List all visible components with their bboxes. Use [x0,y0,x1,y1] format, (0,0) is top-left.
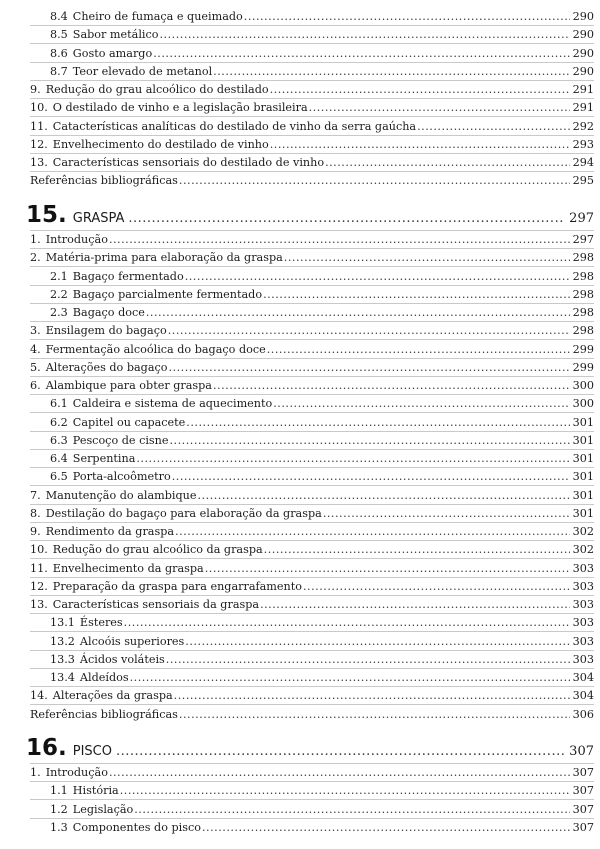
leader-dots [116,744,565,759]
entry-title: Introdução [45,766,108,779]
toc-entry [30,83,594,96]
divider [30,613,594,614]
divider [30,135,594,136]
entry-number: 6.3 [50,433,68,447]
toc-entry [30,10,594,23]
divider [30,818,594,819]
leader-dots [270,83,570,96]
entry-number: 13.3 [50,652,75,666]
entry-number: 10. [30,101,48,115]
divider [30,558,594,559]
leader-dots [174,689,570,702]
divider [30,25,594,26]
page-number: 306 [572,707,594,721]
page-number: 303 [572,616,594,630]
entry-title: Destilação do bagaço para elaboração da graspa [45,506,322,520]
entry-number: 6.1 [50,397,68,411]
entry-title: Características sensoriais do destilado de vinho [52,156,325,169]
entry-title: Legislação [72,802,134,816]
leader-dots [213,65,569,78]
toc-entry [30,288,594,301]
toc-entry [30,120,594,133]
leader-dots [159,28,569,41]
toc-entry [30,653,594,666]
entry-title: Sabor metálico [72,28,159,42]
leader-dots [134,803,569,816]
divider [30,116,594,117]
page-number: 303 [572,652,594,666]
entry-title: Ensilagem do bagaço [45,324,167,338]
entry-number: 8.4 [50,10,68,23]
entry-number: 1. [30,233,41,246]
divider [30,98,594,99]
entry-title: Fermentação alcoólica do bagaço doce [45,342,266,356]
toc-entry [30,616,594,629]
page-number: 294 [572,156,594,169]
leader-dots [124,616,570,629]
entry-number: 8. [30,506,41,520]
divider [30,631,594,632]
divider [30,376,594,377]
leader-dots [128,211,565,226]
leader-dots [284,251,570,264]
toc-entry [30,489,594,502]
toc-entry [30,708,594,721]
toc-entry [30,507,594,520]
page-number: 301 [572,415,594,429]
leader-dots [202,821,570,834]
entry-number: 10. [30,543,48,557]
page-number: 303 [572,579,594,593]
entry-title: Referências bibliográficas [30,174,178,188]
entry-title: Cheiro de fumaça e queimado [72,10,243,23]
divider [30,595,594,596]
divider [30,522,594,523]
leader-dots [260,598,570,611]
divider [30,412,594,413]
chapter-heading [26,736,594,760]
divider [30,504,594,505]
chapter-number: 15. [26,202,67,228]
divider [30,449,594,450]
divider [30,763,594,764]
entry-number: 13. [30,156,48,169]
toc-entry [30,379,594,392]
divider [30,248,594,249]
toc-entry [30,562,594,575]
leader-dots [273,397,569,410]
page-number: 290 [572,46,594,60]
leader-dots [109,766,570,779]
entry-number: 8.5 [50,28,68,42]
leader-dots [136,452,569,465]
page-number: 307 [572,784,594,798]
divider [30,303,594,304]
leader-dots [244,10,570,23]
chapter-heading [26,203,594,227]
toc-entry [30,543,594,556]
divider [30,62,594,63]
page-number: 298 [572,251,594,265]
entry-number: 7. [30,488,41,502]
toc-entry [30,470,594,483]
entry-number: 8.6 [50,46,68,60]
divider [30,686,594,687]
divider [30,266,594,267]
page-number: 304 [572,671,594,684]
leader-dots [153,47,569,60]
entry-number: 6. [30,379,41,392]
divider [30,668,594,669]
entry-title: Alterações da graspa [52,689,173,703]
divider [30,650,594,651]
page-number: 301 [572,506,594,520]
entry-number: 12. [30,137,48,151]
divider [30,321,594,322]
entry-title: Alcoóis superiores [79,634,185,648]
chapter-number: 16. [26,735,67,761]
entry-number: 11. [30,119,48,133]
entry-title: Ésteres [79,616,123,630]
entry-title: Rendimento da graspa [45,525,175,538]
entry-number: 9. [30,83,41,96]
page-number: 307 [572,766,594,779]
entry-number: 2. [30,251,41,265]
toc-entry [30,766,594,779]
entry-title: Redução do grau alcoólico do destilado [45,83,269,96]
page-number: 295 [572,174,594,188]
leader-dots [179,174,570,187]
leader-dots [185,635,569,648]
leader-dots [146,306,570,319]
toc-entry [30,416,594,429]
divider [30,540,594,541]
page-number: 304 [572,689,594,703]
page-number: 303 [572,598,594,611]
page-number: 300 [572,379,594,392]
toc-entry [30,251,594,264]
entry-title: Manutenção do alambique [45,488,197,502]
toc-entry [30,434,594,447]
entry-number: 2.1 [50,269,68,283]
page-number: 307 [572,820,594,834]
entry-number: 13.2 [50,634,75,648]
divider [30,467,594,468]
leader-dots [166,653,570,666]
entry-number: 1.3 [50,820,68,834]
divider [30,339,594,340]
toc-entry [30,174,594,187]
toc-entry [30,233,594,246]
leader-dots [263,288,570,301]
entry-number: 5. [30,360,41,374]
leader-dots [303,580,570,593]
entry-number: 2.3 [50,306,68,319]
entry-number: 9. [30,525,41,538]
leader-dots [325,156,570,169]
entry-title: Alambique para obter graspa [45,379,212,392]
divider [30,43,594,44]
leader-dots [186,416,569,429]
entry-title: Redução do grau alcoólico da graspa [52,543,263,557]
entry-title: Serpentina [72,452,136,465]
entry-number: 11. [30,561,48,575]
toc-entry [30,28,594,41]
page-number: 301 [572,470,594,484]
page-number: 298 [572,306,594,319]
entry-number: 2.2 [50,287,68,301]
toc-entry [30,270,594,283]
toc-entry [30,47,594,60]
leader-dots [417,120,570,133]
page-number: 291 [572,83,594,96]
entry-title: História [72,784,119,798]
page-number: 292 [572,119,594,133]
entry-number: 1. [30,766,41,779]
toc-entry [30,580,594,593]
chapter-title: PISCO [72,744,112,759]
entry-number: 6.2 [50,415,68,429]
toc-entry [30,397,594,410]
toc-entry [30,635,594,648]
toc-entry [30,306,594,319]
leader-dots [197,489,569,502]
divider [30,704,594,705]
entry-title: Gosto amargo [72,46,153,60]
toc-entry [30,803,594,816]
entry-title: Referências bibliográficas [30,707,178,721]
page-number: 298 [572,287,594,301]
chapter-title: GRASPA [72,211,125,226]
entry-title: Envelhecimento da graspa [52,561,204,575]
leader-dots [267,343,570,356]
divider [30,485,594,486]
leader-dots [205,562,570,575]
entry-number: 6.5 [50,470,68,484]
toc-entry [30,689,594,702]
entry-number: 13.1 [50,616,75,630]
toc-entry [30,671,594,684]
entry-title: Características sensoriais da graspa [52,598,260,611]
page-number: 290 [572,64,594,78]
page-number: 302 [572,525,594,538]
entry-title: Bagaço doce [72,306,145,319]
divider [30,358,594,359]
entry-title: Catacterísticas analíticas do destilado de vinho da serra gaúcha [52,119,417,133]
entry-number: 12. [30,579,48,593]
toc-entry [30,324,594,337]
entry-title: O destilado de vinho e a legislação brasileira [52,101,308,115]
leader-dots [175,525,570,538]
chapter-page: 307 [569,744,594,759]
page-number: 290 [572,28,594,42]
page-number: 303 [572,561,594,575]
leader-dots [120,784,570,797]
leader-dots [168,324,570,337]
entry-title: Capitel ou capacete [72,415,186,429]
leader-dots [264,543,570,556]
entry-title: Pescoço de cisne [72,433,169,447]
leader-dots [213,379,570,392]
entry-number: 1.1 [50,784,68,798]
leader-dots [323,507,570,520]
divider [30,394,594,395]
divider [30,431,594,432]
entry-title: Alterações do bagaço [45,360,168,374]
page-number: 300 [572,397,594,411]
entry-title: Preparação da graspa para engarrafamento [52,579,302,593]
page-number: 301 [572,433,594,447]
entry-title: Envelhecimento do destilado de vinho [52,137,269,151]
leader-dots [170,434,570,447]
toc-entry [30,156,594,169]
page-number: 302 [572,543,594,557]
toc-entry [30,65,594,78]
entry-title: Teor elevado de metanol [72,64,213,78]
page-number: 298 [572,269,594,283]
leader-dots [172,470,570,483]
entry-title: Aldeídos [79,671,129,684]
entry-title: Porta-alcoômetro [72,470,171,484]
entry-number: 4. [30,342,41,356]
divider [30,80,594,81]
page-number: 291 [572,101,594,115]
divider [30,230,594,231]
page-number: 301 [572,452,594,465]
toc-entry [30,101,594,114]
entry-number: 1.2 [50,802,68,816]
entry-number: 13. [30,598,48,611]
page-number: 293 [572,137,594,151]
page-number: 290 [572,10,594,23]
divider [30,577,594,578]
toc-entry [30,343,594,356]
divider [30,171,594,172]
leader-dots [185,270,570,283]
leader-dots [130,671,570,684]
toc-entry [30,598,594,611]
chapter-page: 297 [569,211,594,226]
entry-title: Caldeira e sistema de aquecimento [72,397,273,411]
entry-number: 8.7 [50,64,68,78]
entry-title: Introdução [45,233,108,246]
entry-number: 6.4 [50,452,68,465]
toc-entry [30,784,594,797]
leader-dots [169,361,570,374]
entry-number: 14. [30,689,48,703]
divider [30,285,594,286]
entry-title: Componentes do pisco [72,820,201,834]
page-number: 299 [572,360,594,374]
page-number: 301 [572,488,594,502]
entry-number: 3. [30,324,41,338]
toc-entry [30,821,594,834]
divider [30,799,594,800]
entry-title: Bagaço parcialmente fermentado [72,287,263,301]
toc-entry [30,452,594,465]
page-number: 303 [572,634,594,648]
page-number: 299 [572,342,594,356]
page-number: 298 [572,324,594,338]
divider [30,153,594,154]
entry-title: Bagaço fermentado [72,269,184,283]
leader-dots [270,138,570,151]
entry-title: Ácidos voláteis [79,652,165,666]
leader-dots [309,101,570,114]
entry-number: 13.4 [50,671,75,684]
page-number: 307 [572,802,594,816]
toc-entry [30,525,594,538]
page-number: 297 [572,233,594,246]
divider [30,781,594,782]
leader-dots [179,708,570,721]
toc-entry [30,361,594,374]
entry-title: Matéria-prima para elaboração da graspa [45,251,283,265]
leader-dots [109,233,570,246]
toc-entry [30,138,594,151]
